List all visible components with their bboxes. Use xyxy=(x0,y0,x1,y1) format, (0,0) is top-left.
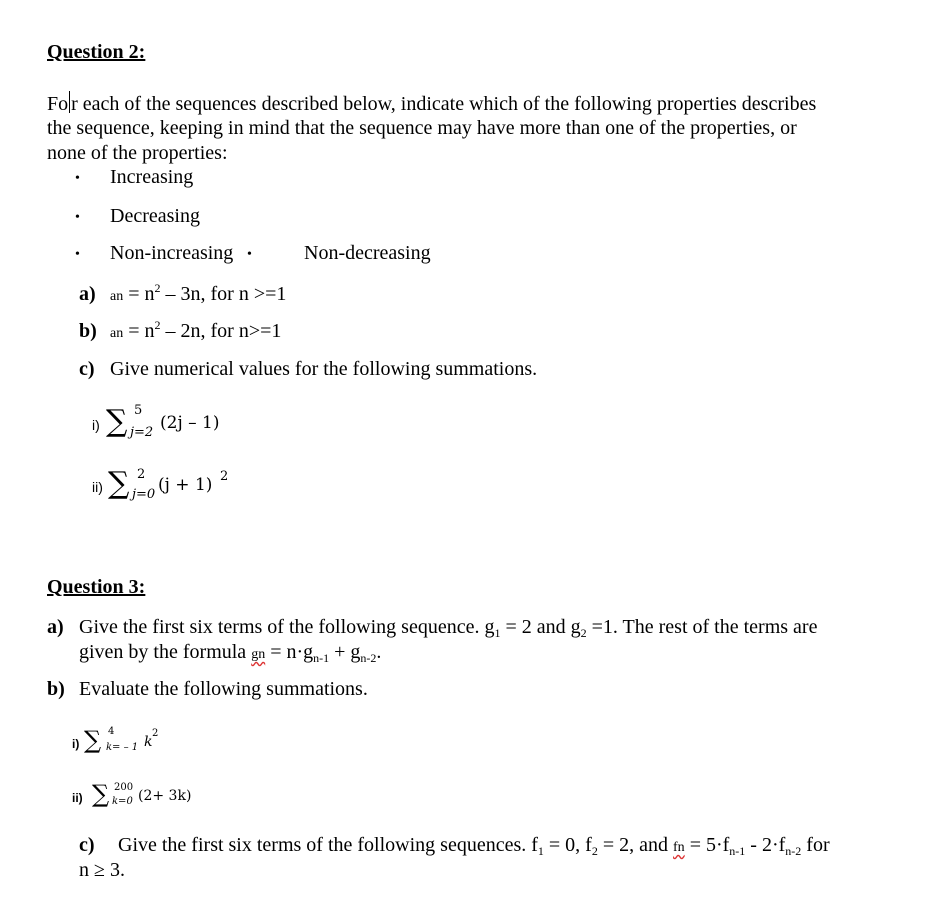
q3-summation-ii xyxy=(72,780,222,814)
bullet-icon: • xyxy=(75,210,80,225)
q2-intro-line-2: the sequence, keeping in mind that the sequence may have more than one of the properties, or xyxy=(47,117,797,139)
var-a-n: an xyxy=(110,326,124,341)
text-cursor xyxy=(69,91,70,113)
q3-part-c-line-1 xyxy=(118,833,830,860)
spellcheck-underlined-term: gn xyxy=(251,647,266,662)
q2-part-b-label: b) xyxy=(79,320,97,342)
q2-part-a-label: a) xyxy=(79,283,96,305)
formula-prefix: = n xyxy=(128,283,155,305)
q2-summation-ii xyxy=(92,467,252,507)
sum-upper-limit: 2 xyxy=(137,467,146,482)
text: + g xyxy=(329,641,361,663)
summation-label: ii) xyxy=(92,479,103,495)
summation-label: ii) xyxy=(72,791,83,805)
sum-exponent: 2 xyxy=(152,728,159,739)
q2-summation-i xyxy=(92,405,242,445)
sum-lower-limit: k=0 xyxy=(112,796,133,807)
q2-part-c-label: c) xyxy=(79,358,95,380)
text: Give the first six terms of the following sequence. g xyxy=(79,616,495,638)
text: given by the formula xyxy=(79,641,252,663)
question-3-heading: Question 3: xyxy=(47,576,146,598)
formula-suffix: – 2n, for n>=1 xyxy=(160,320,282,342)
text: for xyxy=(801,834,830,856)
text: = 5·f xyxy=(684,834,730,856)
text: = n·g xyxy=(265,641,314,663)
sum-lower-limit: j=2 xyxy=(130,425,154,440)
sigma-icon: ∑ xyxy=(92,780,110,808)
q2-intro-line-1 xyxy=(47,91,816,116)
subscript: n-1 xyxy=(313,651,330,665)
text: - 2·f xyxy=(745,834,786,856)
subscript: 1 xyxy=(494,626,501,640)
text: . xyxy=(376,641,382,663)
q2-intro-line-3: none of the properties: xyxy=(47,142,228,164)
bullet-icon: • xyxy=(247,247,252,262)
q2-part-c-text: Give numerical values for the following summations. xyxy=(110,358,538,380)
intro-text-rest: r each of the sequences described below, indicate which of the following properties describes xyxy=(71,93,817,115)
bullet-icon: • xyxy=(75,247,80,262)
sum-exponent: 2 xyxy=(220,469,229,484)
sigma-icon: ∑ xyxy=(106,404,128,439)
exponent: 2 xyxy=(154,281,161,295)
sum-body: (j + 1) xyxy=(158,475,213,495)
q3-part-a-line-2 xyxy=(79,640,381,667)
q3-part-c-line-2: n ≥ 3. xyxy=(79,859,125,881)
property-decreasing: Decreasing xyxy=(110,205,200,227)
subscript: 2 xyxy=(591,844,598,858)
sum-lower-limit: k= – 1 xyxy=(106,742,139,753)
text: =1. The rest of the terms are xyxy=(586,616,818,638)
summation-label: i) xyxy=(72,737,80,751)
text: = 2, and xyxy=(597,834,674,856)
q2-part-b-formula xyxy=(110,319,281,346)
intro-text-start: Fo xyxy=(47,93,69,115)
text: = 2 and g xyxy=(500,616,581,638)
q3-part-b-text: Evaluate the following summations. xyxy=(79,678,368,700)
subscript: 1 xyxy=(537,844,544,858)
sum-upper-limit: 4 xyxy=(108,726,115,737)
sum-upper-limit: 200 xyxy=(114,782,134,793)
subscript: n-2 xyxy=(360,651,377,665)
question-2-heading: Question 2: xyxy=(47,41,146,63)
q3-part-a-line-1 xyxy=(79,615,817,641)
property-non-decreasing: Non-decreasing xyxy=(304,242,431,264)
sum-upper-limit: 5 xyxy=(134,403,143,418)
var-a-n: an xyxy=(110,289,124,304)
sum-lower-limit: j=0 xyxy=(132,487,156,502)
q3-part-b-label: b) xyxy=(47,678,65,700)
subscript: 2 xyxy=(580,626,587,640)
sum-body: k xyxy=(144,734,153,750)
text: = 0, f xyxy=(543,834,592,856)
q3-part-a-label: a) xyxy=(47,616,64,638)
subscript: n-2 xyxy=(785,844,802,858)
property-non-increasing: Non-increasing xyxy=(110,242,234,264)
formula-suffix: – 3n, for n >=1 xyxy=(160,283,287,305)
summation-label: i) xyxy=(92,417,100,433)
sum-body: (2j – 1) xyxy=(160,413,220,433)
sigma-icon: ∑ xyxy=(84,726,102,754)
q3-part-c-label: c) xyxy=(79,834,95,856)
q3-summation-i xyxy=(72,726,192,760)
q2-part-a-formula xyxy=(110,282,286,309)
spellcheck-underlined-term: fn xyxy=(673,840,685,855)
formula-prefix: = n xyxy=(128,320,155,342)
exponent: 2 xyxy=(154,318,161,332)
sigma-icon: ∑ xyxy=(108,466,130,501)
bullet-icon: • xyxy=(75,171,80,186)
property-increasing: Increasing xyxy=(110,166,194,188)
text: Give the first six terms of the following sequences. f xyxy=(118,834,538,856)
subscript: n-1 xyxy=(729,844,746,858)
sum-body: (2+ 3k) xyxy=(138,788,192,804)
